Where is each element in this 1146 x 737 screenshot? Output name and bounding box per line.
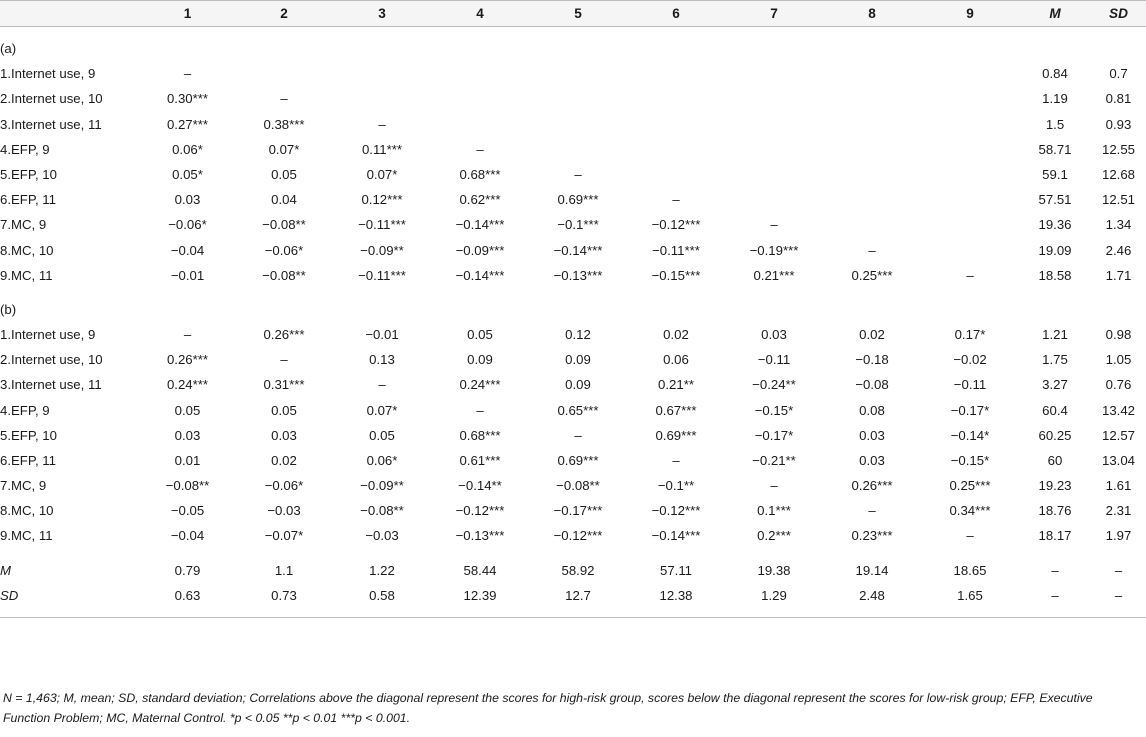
table-cell: 12.57 — [1101, 427, 1135, 443]
table-cell: 1.34 — [1105, 217, 1132, 233]
section-b-label-row — [0, 297, 1146, 322]
table-cell: – — [966, 528, 974, 544]
section-a-label: (a) — [0, 41, 17, 57]
table-cell — [725, 187, 823, 212]
table-cell: – — [378, 116, 386, 132]
table-cell: – — [868, 242, 876, 258]
table-cell — [921, 238, 1019, 263]
table-row — [0, 86, 1146, 111]
table-row — [0, 347, 1146, 372]
header-row — [0, 1, 1146, 27]
table-cell — [627, 61, 725, 86]
table-cell: – — [1114, 587, 1123, 603]
table-cell — [823, 212, 921, 237]
table-cell: 60 — [1047, 452, 1063, 468]
table-cell: 0.13 — [369, 352, 395, 368]
table-cell: −0.11 — [757, 352, 791, 368]
table-cell: 0.1*** — [757, 503, 791, 519]
table-cell: 57.11 — [659, 562, 693, 578]
table-cell: 0.02 — [859, 326, 885, 342]
table-cell: 0.07* — [366, 402, 398, 418]
table-cell: 0.69*** — [655, 427, 697, 443]
table-cell: −0.09** — [360, 242, 404, 258]
table-cell: – — [1051, 587, 1059, 603]
table-row — [0, 187, 1146, 212]
table-cell — [823, 112, 921, 137]
table-cell: 2.46 — [1105, 242, 1132, 258]
table-cell: 0.63 — [174, 587, 201, 603]
table-cell: 13.42 — [1101, 402, 1135, 418]
header-col-5: 5 — [529, 1, 627, 27]
table-cell: 18.58 — [1038, 267, 1072, 283]
table-cell: 0.17* — [954, 326, 986, 342]
table-cell: −0.19*** — [749, 242, 799, 258]
table-cell: – — [574, 167, 582, 183]
table-cell: 0.69*** — [557, 452, 599, 468]
row-label: 5.EFP, 10 — [0, 427, 57, 443]
table-cell: 0.12*** — [361, 192, 403, 208]
table-cell: 0.02 — [663, 326, 689, 342]
table-cell — [431, 61, 529, 86]
table-cell: 2.48 — [859, 587, 885, 603]
table-cell: −0.06* — [264, 478, 304, 494]
row-label: 6.EFP, 11 — [0, 192, 56, 208]
table-cell: 0.21** — [658, 377, 694, 393]
table-cell: −0.13*** — [455, 528, 505, 544]
table-cell: – — [476, 141, 484, 157]
table-header — [0, 1, 1146, 27]
table-cell: 1.19 — [1042, 91, 1068, 107]
table-row — [0, 498, 1146, 523]
table-cell: −0.08** — [360, 503, 404, 519]
row-label: 7.MC, 9 — [0, 478, 47, 494]
table-cell: 0.11*** — [361, 141, 403, 157]
table-cell: 0.05 — [467, 326, 493, 342]
table-cell — [823, 86, 921, 111]
table-cell: −0.07* — [264, 528, 304, 544]
table-cell — [725, 61, 823, 86]
table-cell: 59.1 — [1042, 167, 1068, 183]
row-label: 8.MC, 10 — [0, 503, 54, 519]
table-cell: 0.05 — [271, 167, 297, 183]
section-b-label: (b) — [0, 301, 17, 317]
table-cell: 19.14 — [855, 562, 889, 578]
table-row — [0, 558, 1146, 583]
table-cell: 0.03 — [859, 427, 885, 443]
table-cell: −0.08** — [165, 478, 210, 494]
table-cell: 0.76 — [1105, 377, 1132, 393]
header-blank-cell — [0, 1, 140, 27]
table-cell: −0.15* — [754, 402, 794, 418]
table-footnote: N = 1,463; M, mean; SD, standard deviation; Correlations above the diagonal represent the scores for high-risk group, scores below the diagonal represent the scores for low-risk group; EFP, Executive Function Problem; MC, Maternal Control. *p < 0.05 **p < 0.01 ***p < 0.001. — [3, 691, 1093, 725]
table-cell: – — [868, 503, 876, 519]
table-cell: −0.14*** — [553, 242, 603, 258]
header-col-9: 9 — [921, 1, 1019, 27]
table-cell — [823, 61, 921, 86]
table-cell: 0.09 — [565, 377, 591, 393]
table-cell: – — [378, 377, 386, 393]
table-cell — [529, 61, 627, 86]
table-cell: −0.09** — [360, 478, 404, 494]
table-cell: 18.65 — [953, 562, 987, 578]
table-cell: −0.01 — [365, 326, 399, 342]
table-cell — [921, 212, 1019, 237]
table-cell: −0.11*** — [652, 242, 700, 258]
table-cell: – — [476, 402, 484, 418]
table-row — [0, 112, 1146, 137]
table-cell: – — [183, 326, 192, 342]
table-row — [0, 212, 1146, 237]
table-cell: 0.03 — [859, 452, 885, 468]
table-cell: 0.21*** — [753, 267, 795, 283]
table-cell: −0.12*** — [651, 503, 701, 519]
table-cell: 1.05 — [1105, 352, 1132, 368]
table-cell: 0.05* — [172, 167, 203, 183]
table-cell: 0.09 — [467, 352, 493, 368]
table-cell: −0.12*** — [651, 217, 701, 233]
row-label: 4.EFP, 9 — [0, 141, 50, 157]
table-cell — [921, 61, 1019, 86]
table-cell: 60.4 — [1042, 402, 1068, 418]
table-cell: −0.08 — [855, 377, 889, 393]
header-col-8: 8 — [823, 1, 921, 27]
header-col-4: 4 — [431, 1, 529, 27]
table-cell: −0.14*** — [455, 267, 505, 283]
table-cell: −0.05 — [170, 503, 205, 519]
header-col-7: 7 — [725, 1, 823, 27]
table-cell: 1.5 — [1045, 116, 1065, 132]
table-cell: 12.38 — [659, 587, 693, 603]
table-cell: 1.1 — [274, 562, 294, 578]
table-cell: 12.55 — [1101, 141, 1135, 157]
table-cell: 19.38 — [757, 562, 791, 578]
rule-cell — [0, 608, 1146, 618]
table-row — [0, 523, 1146, 548]
table-cell: −0.12*** — [553, 528, 603, 544]
table-cell: 0.05 — [174, 402, 201, 418]
table-cell: −0.14*** — [651, 528, 701, 544]
table-cell: 58.71 — [1038, 141, 1072, 157]
table-cell: 0.65*** — [557, 402, 599, 418]
table-cell — [627, 162, 725, 187]
table-cell: 1.21 — [1042, 326, 1068, 342]
table-cell: 0.26*** — [263, 326, 305, 342]
table-cell: −0.14*** — [455, 217, 505, 233]
table-cell: 0.68*** — [459, 427, 501, 443]
table-cell — [431, 86, 529, 111]
table-cell: −0.14** — [458, 478, 502, 494]
table-cell: 19.36 — [1038, 217, 1072, 233]
table-cell: −0.15* — [950, 452, 990, 468]
table-cell: −0.1** — [657, 478, 695, 494]
table-cell: – — [183, 66, 192, 82]
table-cell: 12.68 — [1101, 167, 1135, 183]
table-cell: 0.06* — [366, 452, 398, 468]
table-cell — [725, 112, 823, 137]
table-cell — [627, 137, 725, 162]
table-cell: 0.69*** — [557, 192, 599, 208]
table-cell: −0.01 — [170, 267, 205, 283]
table-cell: −0.17*** — [553, 503, 603, 519]
table-cell — [431, 112, 529, 137]
table-cell: 0.26*** — [851, 478, 893, 494]
table-cell: −0.08** — [262, 217, 306, 233]
table-cell — [823, 137, 921, 162]
table-cell: −0.06* — [264, 242, 304, 258]
row-label: 3.Internet use, 11 — [0, 377, 102, 393]
table-row — [0, 238, 1146, 263]
row-label: 6.EFP, 11 — [0, 452, 56, 468]
table-cell: 0.73 — [271, 587, 297, 603]
table-row — [0, 448, 1146, 473]
table-cell: – — [574, 427, 582, 443]
table-cell: 0.84 — [1042, 66, 1068, 82]
table-cell: 0.38*** — [263, 116, 305, 132]
table-cell — [725, 162, 823, 187]
row-label: 2.Internet use, 10 — [0, 352, 103, 368]
table-cell: 0.04 — [271, 192, 297, 208]
spacer-row — [0, 288, 1146, 297]
row-label: 9.MC, 11 — [0, 267, 53, 283]
table-cell: 1.22 — [369, 562, 395, 578]
header-col-sd: SD — [1091, 1, 1146, 27]
summary-spacer — [0, 549, 1146, 558]
table-cell: −0.04 — [170, 528, 205, 544]
spacer-cell — [0, 288, 1146, 297]
table-cell: 3.27 — [1042, 377, 1068, 393]
table-cell: 0.98 — [1105, 326, 1132, 342]
table-cell: 1.29 — [761, 587, 787, 603]
table-cell: 1.97 — [1105, 528, 1132, 544]
table-cell — [823, 162, 921, 187]
table-cell: −0.17* — [754, 427, 794, 443]
row-label: 3.Internet use, 11 — [0, 116, 102, 132]
table-row — [0, 61, 1146, 86]
table-cell: −0.06* — [168, 217, 207, 233]
table-cell: 0.58 — [369, 587, 395, 603]
table-cell: 12.7 — [565, 587, 591, 603]
table-cell: 0.01 — [174, 452, 201, 468]
table-row — [0, 162, 1146, 187]
table-cell: −0.14* — [950, 427, 990, 443]
table-row — [0, 423, 1146, 448]
table-row — [0, 322, 1146, 347]
section-a-rows — [0, 61, 1146, 288]
table-cell: – — [280, 91, 288, 107]
row-label: 4.EFP, 9 — [0, 402, 50, 418]
table-bottom-rule — [0, 608, 1146, 618]
header-col-mean: M — [1019, 1, 1091, 27]
row-label: SD — [0, 587, 19, 603]
table-cell — [921, 162, 1019, 187]
table-cell: 0.62*** — [459, 192, 501, 208]
header-col-6: 6 — [627, 1, 725, 27]
table-cell: – — [770, 478, 778, 494]
table-cell: 0.81 — [1105, 91, 1132, 107]
table-cell: 13.04 — [1101, 452, 1135, 468]
table-cell — [529, 112, 627, 137]
table-cell: 0.07* — [366, 167, 398, 183]
table-cell: −0.04 — [170, 242, 205, 258]
table-cell: – — [770, 217, 778, 233]
table-cell — [823, 187, 921, 212]
header-col-1: 1 — [140, 1, 235, 27]
table-cell: 0.05 — [271, 402, 297, 418]
spacer-cell — [0, 27, 1146, 37]
header-col-3: 3 — [333, 1, 431, 27]
table-cell — [627, 112, 725, 137]
table-cell: 0.09 — [565, 352, 591, 368]
table-cell: −0.12*** — [455, 503, 505, 519]
row-label: 9.MC, 11 — [0, 528, 53, 544]
table-row — [0, 473, 1146, 498]
table-cell: −0.03 — [365, 528, 399, 544]
spacer-cell — [0, 549, 1146, 558]
table-cell: −0.08** — [556, 478, 600, 494]
row-label: 5.EFP, 10 — [0, 167, 57, 183]
table-body — [0, 27, 1146, 62]
table-cell: −0.1*** — [557, 217, 599, 233]
table-cell: −0.21** — [752, 452, 796, 468]
table-cell: 0.67*** — [655, 402, 697, 418]
table-cell — [921, 137, 1019, 162]
table-row — [0, 137, 1146, 162]
table-cell: −0.03 — [267, 503, 301, 519]
table-cell: 0.61*** — [459, 452, 501, 468]
table-cell: 60.25 — [1038, 427, 1072, 443]
table-cell: 19.23 — [1038, 478, 1072, 494]
spacer-row — [0, 549, 1146, 558]
table-cell: 0.26*** — [166, 352, 209, 368]
table-cell: 0.08 — [859, 402, 885, 418]
table-cell: −0.11*** — [358, 217, 406, 233]
table-cell — [725, 137, 823, 162]
table-cell: −0.18 — [855, 352, 889, 368]
table-cell — [333, 86, 431, 111]
row-label: M — [0, 562, 11, 578]
table-cell — [333, 61, 431, 86]
table-cell: – — [672, 192, 680, 208]
table-cell: 0.12 — [565, 326, 591, 342]
table-row — [0, 583, 1146, 608]
spacer-row — [0, 27, 1146, 37]
table-cell: 0.25*** — [949, 478, 991, 494]
table-cell — [725, 86, 823, 111]
table-end — [0, 608, 1146, 618]
table-cell: −0.24** — [752, 377, 796, 393]
row-label: 2.Internet use, 10 — [0, 91, 103, 107]
table-row — [0, 263, 1146, 288]
table-cell: 57.51 — [1038, 192, 1072, 208]
table-cell: – — [966, 267, 974, 283]
table-cell: 0.03 — [271, 427, 297, 443]
table-cell — [627, 86, 725, 111]
table-cell: −0.09*** — [455, 242, 505, 258]
table-cell: 1.65 — [957, 587, 983, 603]
table-cell: – — [672, 452, 680, 468]
table-cell: −0.13*** — [553, 267, 603, 283]
table-cell: 18.17 — [1038, 528, 1072, 544]
table-cell: 0.03 — [174, 427, 201, 443]
table-cell: 0.25*** — [851, 267, 893, 283]
table-cell — [921, 86, 1019, 111]
table-cell: −0.15*** — [651, 267, 701, 283]
section-a-label-row — [0, 36, 1146, 61]
table-cell: 0.31*** — [263, 377, 305, 393]
row-label: 1.Internet use, 9 — [0, 326, 96, 342]
table-cell: 0.27*** — [166, 116, 209, 132]
table-cell: 18.76 — [1038, 503, 1072, 519]
table-cell: 0.7 — [1109, 66, 1128, 82]
table-cell: 12.39 — [463, 587, 497, 603]
table-cell: −0.17* — [950, 402, 990, 418]
table-cell — [921, 187, 1019, 212]
header-col-2: 2 — [235, 1, 333, 27]
table-cell: 0.06* — [172, 141, 203, 157]
table-cell: 1.61 — [1105, 478, 1132, 494]
table-cell: 0.79 — [174, 562, 201, 578]
table-cell: 12.51 — [1101, 192, 1135, 208]
table-cell — [921, 112, 1019, 137]
table-cell: 0.07* — [268, 141, 300, 157]
table-cell: −0.11 — [953, 377, 987, 393]
table-cell: 0.06 — [663, 352, 689, 368]
table-cell: 58.92 — [561, 562, 595, 578]
table-cell: 0.24*** — [166, 377, 209, 393]
table-cell — [529, 86, 627, 111]
table-cell: – — [1114, 562, 1123, 578]
row-label: 1.Internet use, 9 — [0, 66, 96, 82]
table-row — [0, 397, 1146, 422]
table-cell: 0.05 — [369, 427, 395, 443]
table-cell: 0.03 — [761, 326, 787, 342]
row-label: 8.MC, 10 — [0, 242, 54, 258]
table-cell: 0.24*** — [459, 377, 501, 393]
table-cell: – — [280, 352, 288, 368]
table-cell: 0.34*** — [949, 503, 991, 519]
table-cell: 0.2*** — [757, 528, 791, 544]
table-cell: 0.02 — [271, 452, 297, 468]
table-cell: 2.31 — [1105, 503, 1132, 519]
table-cell: 1.71 — [1105, 267, 1132, 283]
table-cell: −0.08** — [262, 267, 306, 283]
section-b-header — [0, 288, 1146, 322]
table-cell: 0.30*** — [166, 91, 209, 107]
summary-rows — [0, 558, 1146, 608]
table-cell: −0.11*** — [358, 267, 406, 283]
table-cell: 0.23*** — [851, 528, 893, 544]
section-b-rows — [0, 322, 1146, 549]
table-cell: 1.75 — [1042, 352, 1068, 368]
table-cell — [235, 61, 333, 86]
table-row — [0, 372, 1146, 397]
row-label: 7.MC, 9 — [0, 217, 47, 233]
table-cell: 0.93 — [1105, 116, 1132, 132]
table-cell: 58.44 — [463, 562, 497, 578]
table-cell — [529, 137, 627, 162]
table-cell: 19.09 — [1038, 242, 1072, 258]
table-cell: 0.03 — [174, 192, 201, 208]
table-cell: −0.02 — [953, 352, 987, 368]
table-cell: 0.68*** — [459, 167, 501, 183]
table-cell: – — [1051, 562, 1059, 578]
